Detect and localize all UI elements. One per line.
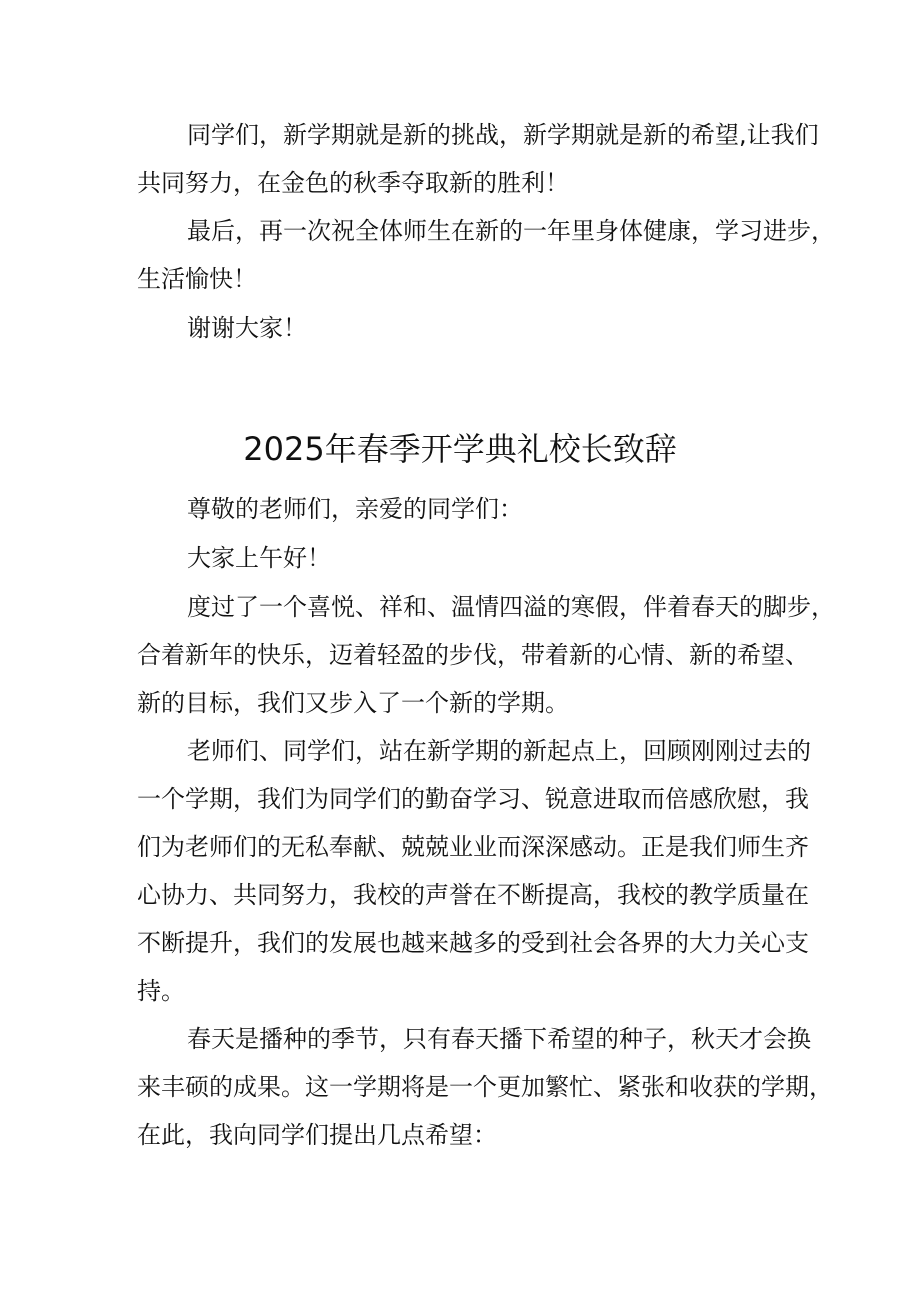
- paragraph-line: 共同努力，在金色的秋季夺取新的胜利！: [137, 169, 569, 197]
- paragraph-line: 生活愉快！: [137, 265, 257, 293]
- paragraph-line: 心协力、共同努力，我校的声誉在不断提高，我校的教学质量在: [137, 881, 809, 909]
- paragraph-line: 谢谢大家！: [187, 314, 307, 342]
- document-title: 2025年春季开学典礼校长致辞: [243, 430, 677, 468]
- paragraph-line: 不断提升，我们的发展也越来越多的受到社会各界的大力关心支: [137, 929, 809, 957]
- paragraph-line: 们为老师们的无私奉献、兢兢业业而深深感动。正是我们师生齐: [137, 833, 809, 861]
- paragraph-line: 最后，再一次祝全体师生在新的一年里身体健康，学习进步，: [187, 217, 835, 245]
- salutation-line: 尊敬的老师们，亲爱的同学们：: [187, 495, 523, 523]
- paragraph-line: 持。: [137, 977, 185, 1005]
- paragraph-line: 在此，我向同学们提出几点希望：: [137, 1121, 497, 1149]
- paragraph-line: 合着新年的快乐，迈着轻盈的步伐，带着新的心情、新的希望、: [137, 641, 809, 669]
- paragraph-line: 同学们，新学期就是新的挑战，新学期就是新的希望,让我们: [187, 121, 819, 149]
- paragraph-line: 老师们、同学们，站在新学期的新起点上，回顾刚刚过去的: [187, 737, 811, 765]
- paragraph-line: 来丰硕的成果。这一学期将是一个更加繁忙、紧张和收获的学期，: [137, 1073, 833, 1101]
- paragraph-line: 春天是播种的季节，只有春天播下希望的种子，秋天才会换: [187, 1025, 811, 1053]
- paragraph-line: 一个学期，我们为同学们的勤奋学习、锐意进取而倍感欣慰，我: [137, 785, 809, 813]
- paragraph-line: 度过了一个喜悦、祥和、温情四溢的寒假，伴着春天的脚步，: [187, 593, 835, 621]
- greeting-line: 大家上午好！: [187, 544, 331, 572]
- paragraph-line: 新的目标，我们又步入了一个新的学期。: [137, 689, 569, 717]
